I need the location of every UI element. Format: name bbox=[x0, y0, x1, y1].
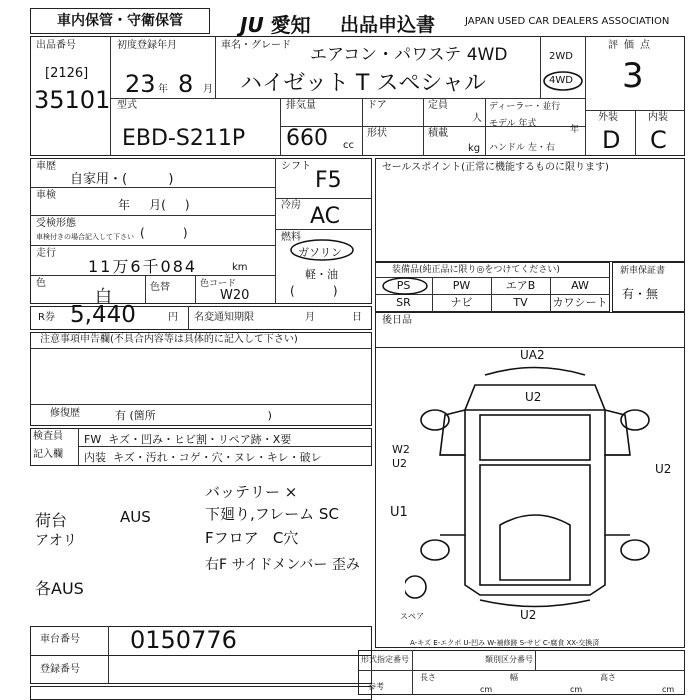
note-battery: バッテリー × bbox=[205, 483, 298, 501]
note-frame: 右F サイドメンバー 歪み bbox=[205, 557, 360, 573]
association-name: JAPAN USED CAR DEALERS ASSOCIATION bbox=[465, 16, 670, 27]
tow-label: 受検形態 bbox=[36, 218, 76, 229]
ps-circle bbox=[380, 277, 430, 295]
score-value: 3 bbox=[622, 56, 644, 96]
storage-title: 車内保管・守衛保管 bbox=[30, 8, 210, 34]
drive-2wd: 2WD bbox=[549, 51, 573, 62]
interior-label: 内装 bbox=[648, 112, 668, 123]
rcert-value: 5,440 bbox=[70, 302, 136, 328]
color-label: 色 bbox=[36, 278, 46, 289]
ref-label: 参考 bbox=[368, 682, 384, 691]
load-unit: kg bbox=[468, 143, 481, 154]
dealer-label: ディーラー・並行 bbox=[489, 102, 561, 112]
diagram-mark-u1: U1 bbox=[390, 505, 408, 520]
damage-legend: A-キズ E-エクボ U-凹み W-補修跡 S-サビ C-腐食 XX-交換済 bbox=[410, 639, 600, 647]
note-bed: 荷台 bbox=[35, 511, 68, 530]
lot-bracket: [2126] bbox=[45, 66, 89, 81]
org-name: 愛知 bbox=[270, 13, 311, 37]
month-unit: 月 bbox=[203, 84, 213, 95]
name-notice-day: 日 bbox=[352, 312, 362, 323]
lot-number: 35101 bbox=[34, 86, 111, 114]
mileage-unit: km bbox=[232, 262, 248, 273]
equipment-row2-item-3: カワシート bbox=[552, 296, 608, 309]
model-line1: エアコン・パワステ 4WD bbox=[310, 45, 508, 65]
diagram-mark-u2-left: U2 bbox=[392, 457, 408, 470]
ac-label: 冷房 bbox=[281, 200, 301, 211]
handle-label: ハンドル 左・右 bbox=[489, 143, 555, 153]
model-label: 車名・グレード bbox=[221, 40, 291, 51]
exterior-value: D bbox=[602, 126, 621, 154]
equipment-row1-item-3: AW bbox=[571, 279, 589, 292]
first-reg-year: 23 bbox=[125, 70, 156, 98]
tow-note: 車検付きの場合記入して下さい bbox=[36, 233, 134, 241]
sales-point-title: セールスポイント(正常に機能するものに限ります) bbox=[382, 162, 609, 173]
displacement-value: 660 bbox=[286, 126, 328, 151]
shift-label: シフト bbox=[281, 161, 311, 172]
form-spec-label: 形式指定番号 bbox=[361, 655, 409, 664]
mileage-value: 11万6千084 bbox=[88, 257, 198, 276]
mileage-label: 走行 bbox=[36, 248, 56, 259]
load-label: 積載 bbox=[428, 128, 448, 139]
color-change-label: 色替 bbox=[150, 282, 170, 293]
note-gate: アオリ bbox=[35, 533, 77, 549]
equipment-title: 装備品(純正品に限り◎をつけてください) bbox=[392, 265, 560, 275]
chassis-value: 0150776 bbox=[130, 626, 237, 654]
rear-items-label: 後日品 bbox=[382, 315, 412, 326]
first-reg-label: 初度登録年月 bbox=[117, 40, 177, 51]
first-reg-month: 8 bbox=[178, 70, 194, 98]
inspection-label: 車検 bbox=[36, 190, 56, 201]
equipment-row2-item-1: ナビ bbox=[450, 296, 473, 309]
drive-4wd-circle bbox=[542, 70, 584, 92]
model-line2: ハイゼット T スペシャル bbox=[240, 71, 486, 96]
warranty-label: 新車保証書 bbox=[620, 266, 666, 276]
class-label: 類別区分番号 bbox=[485, 655, 533, 664]
color-value: 白 bbox=[95, 287, 112, 307]
length-label: 長さ bbox=[420, 673, 436, 682]
shape-label: 形状 bbox=[367, 128, 387, 139]
rcert-unit: 円 bbox=[168, 312, 178, 323]
diagram-mark-ua2: UA2 bbox=[520, 348, 545, 362]
height-label: 高さ bbox=[600, 673, 616, 682]
footer-row bbox=[30, 686, 372, 700]
capacity-unit: 人 bbox=[472, 113, 482, 124]
width-unit: cm bbox=[570, 685, 583, 694]
fuel-gas-circle bbox=[288, 238, 356, 262]
inspector-interior-row: 内装 キズ・汚れ・コゲ・穴・ヌレ・キレ・破レ bbox=[84, 451, 322, 464]
diagram-mark-u2-right: U2 bbox=[655, 462, 672, 476]
interior-value: C bbox=[650, 126, 667, 154]
ju-logo-mark: JU bbox=[240, 13, 264, 37]
fuel-label: 燃料 bbox=[281, 232, 301, 243]
spare-label: スペア bbox=[400, 612, 424, 621]
car-history-value: 自家用・( ) bbox=[70, 172, 174, 187]
notes-title: 注意事項申告欄(不具合内容等は具体的に記入して下さい) bbox=[40, 334, 298, 345]
equipment-row1-item-0: PS bbox=[396, 279, 411, 292]
shift-value: F5 bbox=[315, 168, 342, 193]
equipment-row2-item-0: SR bbox=[396, 296, 411, 309]
displacement-label: 排気量 bbox=[286, 100, 316, 111]
displacement-unit: cc bbox=[343, 140, 354, 151]
warranty-value: 有・無 bbox=[622, 287, 659, 301]
drive-4wd: 4WD bbox=[549, 75, 573, 86]
exterior-label: 外装 bbox=[598, 112, 618, 123]
repair-value: 有 (箇所 ) bbox=[115, 409, 272, 422]
type-value: EBD-S211P bbox=[122, 126, 246, 151]
inspector-fw-row: FW キズ・凹み・ヒビ割・リペア跡・X要 bbox=[84, 433, 292, 446]
height-unit: cm bbox=[662, 685, 675, 694]
equipment-row2-item-2: TV bbox=[513, 296, 528, 309]
tow-value: ( ) bbox=[140, 226, 188, 240]
score-label: 評価点 bbox=[608, 40, 656, 51]
chassis-label: 車台番号 bbox=[40, 634, 80, 645]
note-floor: Fフロア C穴 bbox=[205, 529, 299, 547]
color-code-value: W20 bbox=[220, 288, 250, 303]
car-history-label: 車歴 bbox=[36, 161, 56, 172]
inspector-label: 検査員 bbox=[33, 431, 63, 442]
type-label: 型式 bbox=[117, 100, 137, 111]
diagram-mark-w2: W2 bbox=[392, 443, 410, 456]
form-title: 出品申込書 bbox=[340, 14, 436, 36]
name-notice-label: 名変通知期限 bbox=[194, 312, 254, 323]
reg-frame bbox=[30, 656, 372, 684]
length-unit: cm bbox=[480, 685, 493, 694]
fuel-bracket: ( ) bbox=[290, 284, 338, 298]
inspection-value: 年 月( ) bbox=[118, 198, 190, 212]
note-bed-value: AUS bbox=[120, 508, 151, 526]
note-each: 各AUS bbox=[35, 579, 84, 598]
ju-logo bbox=[240, 9, 311, 38]
equipment-row1-item-1: PW bbox=[452, 279, 471, 292]
color-code-label: 色コード bbox=[200, 279, 237, 289]
capacity-label: 定員 bbox=[428, 100, 448, 111]
rear-items-frame bbox=[375, 312, 685, 348]
note-underbody: 下廻り,フレーム SC bbox=[205, 505, 339, 523]
entry-label: 記入欄 bbox=[33, 449, 63, 460]
equipment-row1-item-2: エアB bbox=[505, 279, 536, 292]
ac-value: AC bbox=[310, 204, 341, 229]
model-year-suffix: 年 bbox=[570, 125, 580, 135]
width-label: 幅 bbox=[510, 673, 518, 682]
diagram-mark-u2-bottom: U2 bbox=[520, 608, 537, 622]
lot-number-label: 出品番号 bbox=[36, 40, 76, 51]
fuel-gas: ガソリン bbox=[298, 246, 342, 259]
door-label: ドア bbox=[367, 100, 387, 111]
model-year-label: モデル 年式 bbox=[489, 119, 537, 129]
rcert-label: R券 bbox=[38, 312, 55, 323]
diagram-mark-u2-top: U2 bbox=[525, 390, 542, 404]
fuel-diesel: 軽・油 bbox=[305, 268, 338, 281]
reg-label: 登録番号 bbox=[40, 664, 80, 675]
year-unit: 年 bbox=[158, 84, 168, 95]
name-notice-month: 月 bbox=[305, 312, 315, 323]
repair-label: 修復歴 bbox=[50, 408, 80, 419]
